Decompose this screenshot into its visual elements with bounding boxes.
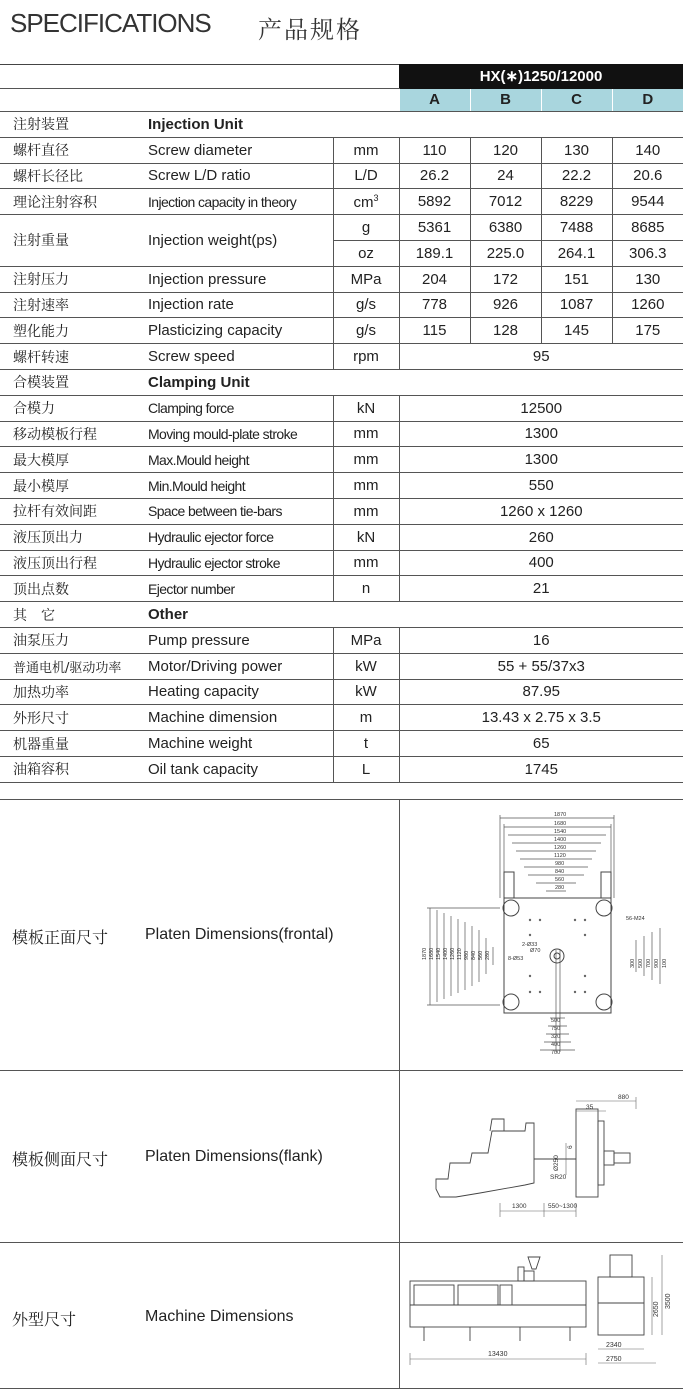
row-screw-diameter [0,137,683,163]
dim-label: 320 [551,1034,561,1040]
value-c: 264.1 [541,240,612,266]
bottom-rule [0,1388,683,1389]
label-cn: 螺杆直径 [0,137,140,163]
value: 95 [399,344,683,370]
label-en: Max.Mould height [140,447,333,473]
bore-label: Ø70 [530,948,541,954]
value-b: 24 [470,163,541,189]
row-injection-rate [0,292,683,318]
label-cn: 塑化能力 [0,318,140,344]
row-min-mould [0,473,683,499]
model-header-row [0,64,683,89]
unit: mm [333,447,399,473]
column-letter: B [470,89,541,112]
dim-label: 300 [630,958,636,968]
value-d: 175 [612,318,683,344]
model-name: HX(∗)1250/12000 [399,64,683,89]
dim-label: 560 [478,950,484,960]
row-oil-tank [0,756,683,782]
label-en: Injection capacity in theory [140,189,333,215]
dim-label: 400 [551,1042,561,1048]
label-cn: 注射压力 [0,266,140,292]
value-b: 128 [470,318,541,344]
row-injection-weight-g [0,215,683,241]
dim-label: 1120 [554,853,566,859]
row-machine-weight [0,731,683,757]
label-cn: 螺杆转速 [0,344,140,370]
unit: mm [333,137,399,163]
unit-superscript: 3 [373,192,379,203]
label-cn: 普通电机/驱动功率 [0,653,140,679]
value-c: 130 [541,137,612,163]
frontal-label-en: Platen Dimensions(frontal) [145,926,334,943]
label-en: Pump pressure [140,627,333,653]
dim-label: 880 [618,1094,629,1101]
section-label-cn: 注射装置 [0,112,140,138]
unit: mm [333,550,399,576]
dim-label: SR20 [550,1174,567,1181]
unit: kN [333,524,399,550]
row-ejector-number [0,576,683,602]
label-cn: 理论注射容积 [0,189,140,215]
dim-label: 900 [654,958,660,968]
value-b: 172 [470,266,541,292]
label-en: Plasticizing capacity [140,318,333,344]
value-d: 1260 [612,292,683,318]
section-injection [0,112,683,138]
value-a: 778 [399,292,470,318]
value-a: 204 [399,266,470,292]
unit: MPa [333,627,399,653]
label-cn: 油泵压力 [0,627,140,653]
flank-drawing-box [399,1071,683,1243]
row-ejector-force [0,524,683,550]
value-a: 5361 [399,215,470,241]
label-en: Clamping force [140,395,333,421]
frontal-dimension-section [0,799,683,1071]
dim-label: 750 [551,1026,561,1032]
unit: kW [333,679,399,705]
machine-label-en: Machine Dimensions [145,1308,294,1325]
label-cn: 顶出点数 [0,576,140,602]
unit: m [333,705,399,731]
dim-label: 1870 [422,947,428,960]
dim-label: 980 [555,861,565,867]
value: 13.43 x 2.75 x 3.5 [399,705,683,731]
dim-label: 100 [662,958,668,968]
unit: n [333,576,399,602]
dim-label: 840 [555,869,565,875]
row-screw-ld [0,163,683,189]
frontal-drawing-box [399,800,683,1071]
holes-label: 8-Ø53 [508,956,524,962]
row-injection-capacity [0,189,683,215]
value: 12500 [399,395,683,421]
row-pump-pressure [0,627,683,653]
value-a: 110 [399,137,470,163]
dim-label: 980 [464,950,470,960]
dim-label: 1680 [554,821,567,827]
value: 1300 [399,421,683,447]
label-en: Injection rate [140,292,333,318]
column-letter: C [541,89,612,112]
value-d: 140 [612,137,683,163]
unit: mm [333,473,399,499]
dim-label: 700 [646,958,652,968]
label-cn: 拉杆有效间距 [0,498,140,524]
section-clamping [0,369,683,395]
dim-label: 1400 [443,947,449,960]
unit: kW [333,653,399,679]
dim-label: 1120 [457,948,463,960]
label-en: Moving mould-plate stroke [140,421,333,447]
machine-drawing-box [399,1243,683,1389]
dim-label: 280 [555,885,565,891]
section-label-cn: 其 它 [0,602,140,628]
label-en: Oil tank capacity [140,756,333,782]
thread-label: 56-M24 [626,916,645,922]
label-cn: 注射重量 [0,215,140,267]
label-cn: 外形尺寸 [0,705,140,731]
section-label-en: Injection Unit [140,112,683,138]
label-en: Hydraulic ejector force [140,524,333,550]
value-c: 1087 [541,292,612,318]
label-en: Screw diameter [140,137,333,163]
value-d: 20.6 [612,163,683,189]
dim-label: 1540 [436,947,442,960]
value-c: 145 [541,318,612,344]
label-cn: 最小模厚 [0,473,140,499]
dim-label: 700 [551,1050,561,1056]
value-a: 5892 [399,189,470,215]
row-plasticizing [0,318,683,344]
unit: g/s [333,318,399,344]
label-cn: 机器重量 [0,731,140,757]
section-label-en: Other [140,602,683,628]
section-other [0,602,683,628]
section-label-cn: 合模装置 [0,369,140,395]
dim-label: 35 [586,1104,594,1111]
value-c: 22.2 [541,163,612,189]
value-b: 225.0 [470,240,541,266]
dim-label: 1870 [554,812,567,818]
row-injection-pressure [0,266,683,292]
row-clamping-force [0,395,683,421]
label-en: Motor/Driving power [140,653,333,679]
label-cn: 最大模厚 [0,447,140,473]
label-cn: 注射速率 [0,292,140,318]
dim-label: 2750 [606,1356,622,1363]
label-en: Machine dimension [140,705,333,731]
dim-label: 280 [485,950,491,960]
unit: L/D [333,163,399,189]
row-tie-bars [0,498,683,524]
value: 550 [399,473,683,499]
dim-label: 1400 [554,837,567,843]
dim-label: 6 [567,1145,574,1149]
value-c: 151 [541,266,612,292]
unit: rpm [333,344,399,370]
ring-label: 2-Ø33 [522,942,538,948]
label-en: Screw speed [140,344,333,370]
value-b: 7012 [470,189,541,215]
machine-label-cn: 外型尺寸 [12,1310,77,1329]
value: 55 + 55/37x3 [399,653,683,679]
value: 260 [399,524,683,550]
frontal-label-cn: 模板正面尺寸 [12,928,109,947]
dim-label: 500 [638,958,644,968]
value-b: 926 [470,292,541,318]
dim-label: 840 [471,950,477,960]
unit-base: cm [353,193,374,211]
unit: g [333,215,399,241]
dim-label: 3500 [665,1293,672,1309]
column-letters-row [0,89,683,112]
label-en: Heating capacity [140,679,333,705]
value: 16 [399,627,683,653]
label-en: Hydraulic ejector stroke [140,550,333,576]
row-machine-dimension [0,705,683,731]
value: 65 [399,731,683,757]
unit [333,189,399,215]
value: 1260 x 1260 [399,498,683,524]
unit: L [333,756,399,782]
label-en: Min.Mould height [140,473,333,499]
label-cn: 合模力 [0,395,140,421]
row-motor-power [0,653,683,679]
dim-label: 1260 [554,845,567,851]
value-a: 26.2 [399,163,470,189]
value-d: 306.3 [612,240,683,266]
unit: g/s [333,292,399,318]
spec-table [0,64,683,783]
machine-outline-drawing [400,1243,683,1389]
row-max-mould [0,447,683,473]
unit: kN [333,395,399,421]
value: 1300 [399,447,683,473]
label-cn: 加热功率 [0,679,140,705]
value-d: 130 [612,266,683,292]
value: 21 [399,576,683,602]
value-c: 7488 [541,215,612,241]
platen-frontal-drawing [400,800,683,1071]
label-cn: 移动模板行程 [0,421,140,447]
flank-dimension-section [0,1070,683,1243]
column-letter: A [399,89,470,112]
value-a: 189.1 [399,240,470,266]
label-en: Injection weight(ps) [140,215,333,267]
value-d: 8685 [612,215,683,241]
column-letter: D [612,89,683,112]
dim-label: 550~1300 [548,1203,578,1210]
value-a: 115 [399,318,470,344]
value: 400 [399,550,683,576]
value-d: 9544 [612,189,683,215]
dim-label: 500 [551,1018,561,1024]
platen-flank-drawing [400,1071,683,1243]
label-en: Ejector number [140,576,333,602]
unit: oz [333,240,399,266]
row-screw-speed [0,344,683,370]
label-en: Injection pressure [140,266,333,292]
dim-label: 13430 [488,1351,508,1358]
page-title: SPECIFICATIONS [10,8,211,38]
flank-label-cn: 模板侧面尺寸 [12,1150,109,1169]
dim-label: 1300 [512,1203,527,1210]
section-label-en: Clamping Unit [140,369,683,395]
value: 87.95 [399,679,683,705]
unit: mm [333,421,399,447]
unit: mm [333,498,399,524]
dim-label: 1540 [554,829,567,835]
label-cn: 液压顶出力 [0,524,140,550]
label-en: Machine weight [140,731,333,757]
label-cn: 液压顶出行程 [0,550,140,576]
page-title-cn: 产品规格 [258,16,362,44]
value: 1745 [399,756,683,782]
value-b: 6380 [470,215,541,241]
dim-label: 2650 [653,1301,660,1317]
unit: MPa [333,266,399,292]
value-b: 120 [470,137,541,163]
label-en: Screw L/D ratio [140,163,333,189]
dim-label: 2340 [606,1342,622,1349]
value-c: 8229 [541,189,612,215]
machine-dimension-section [0,1242,683,1389]
flank-label-en: Platen Dimensions(flank) [145,1148,323,1165]
row-heating [0,679,683,705]
dim-label: 1260 [450,947,456,960]
label-en: Space between tie-bars [140,498,333,524]
dim-label: 1680 [429,947,435,960]
row-mould-stroke [0,421,683,447]
label-cn: 螺杆长径比 [0,163,140,189]
row-ejector-stroke [0,550,683,576]
label-cn: 油箱容积 [0,756,140,782]
dim-label: Ø250 [553,1155,560,1171]
dim-label: 560 [555,877,565,883]
unit: t [333,731,399,757]
